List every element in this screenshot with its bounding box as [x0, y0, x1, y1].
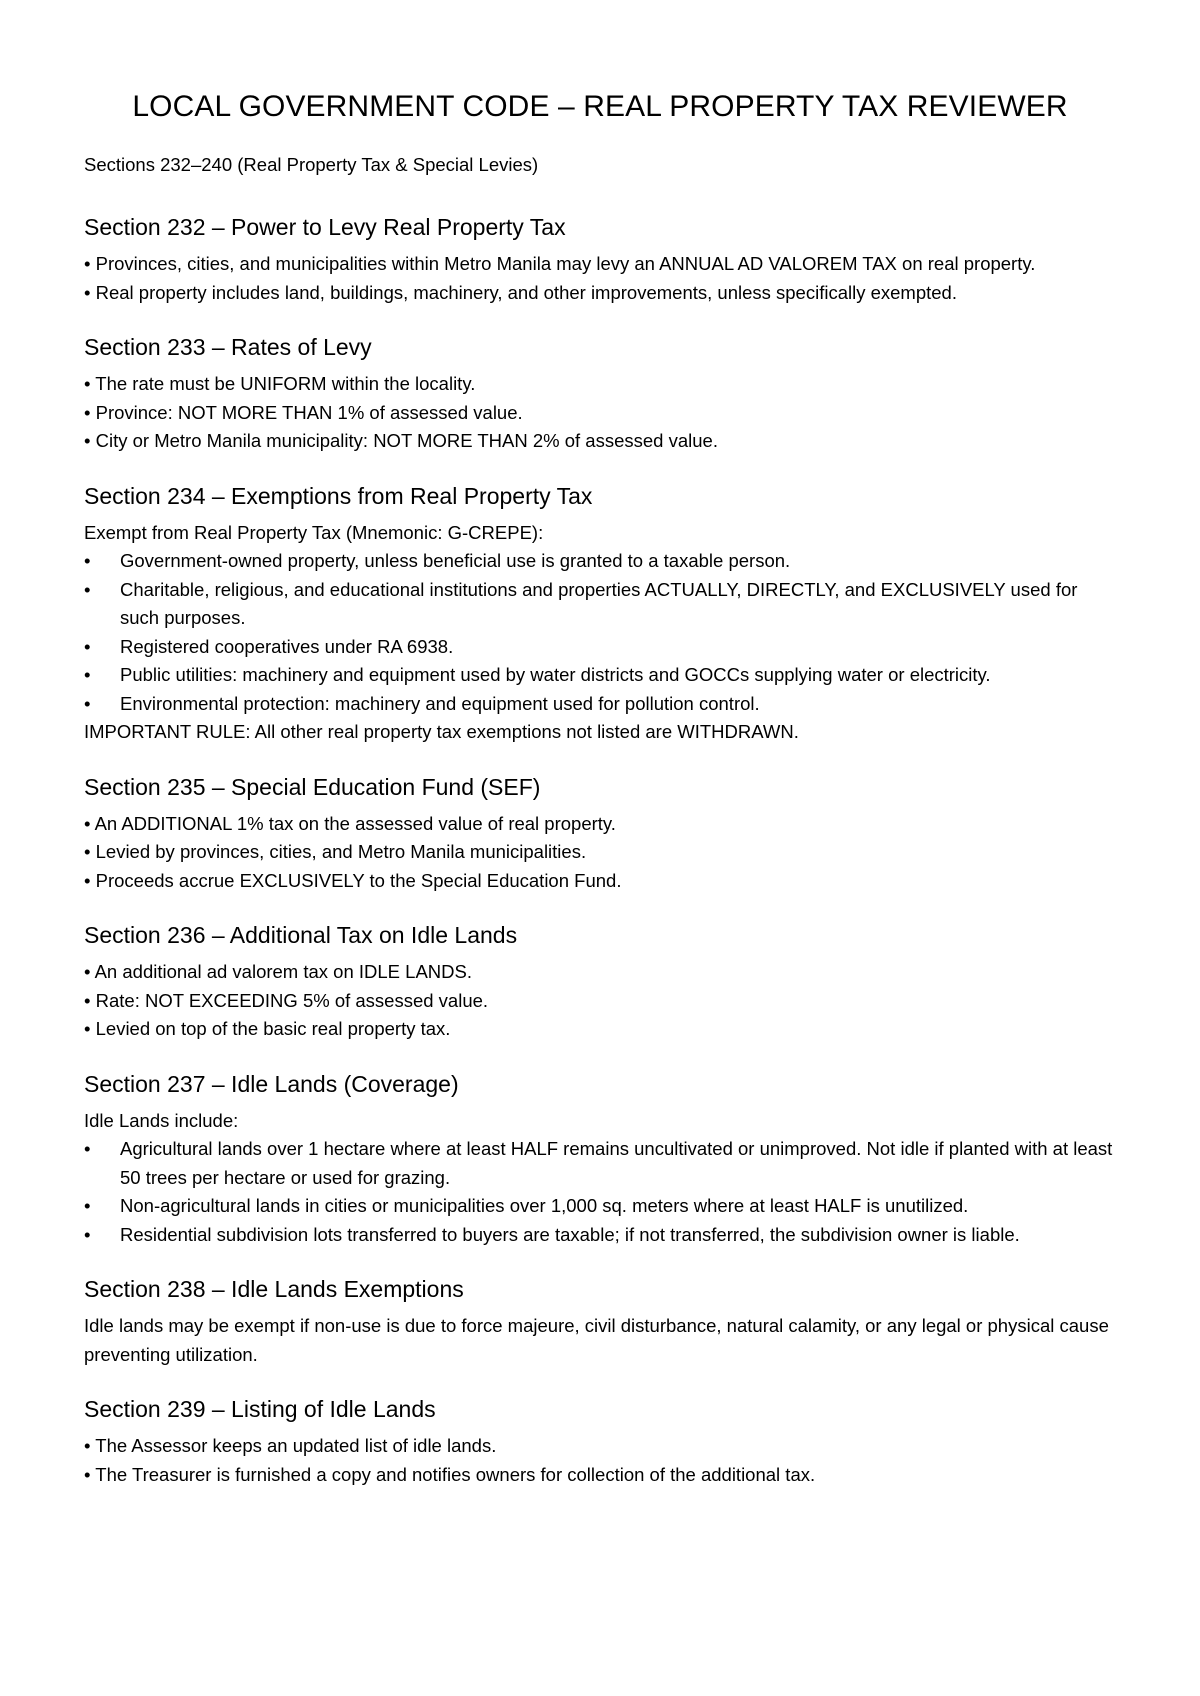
section-238	[84, 1274, 1116, 1369]
section-235	[84, 772, 1116, 896]
list-item: • Government-owned property, unless beneficial use is granted to a taxable person.	[84, 547, 1116, 576]
section-238-text: Idle lands may be exempt if non-use is due to force majeure, civil disturbance, natural calamity, or any legal or physical cause preventing utilization.	[84, 1315, 1109, 1365]
section-236-heading: Section 236 – Additional Tax on Idle Lands	[84, 922, 518, 948]
section-236-line: • Rate: NOT EXCEEDING 5% of assessed value.	[84, 989, 489, 1011]
section-232-line: • Real property includes land, buildings, machinery, and other improvements, unless specifically exempted.	[84, 281, 957, 303]
section-237-heading: Section 237 – Idle Lands (Coverage)	[84, 1070, 459, 1097]
section-239-heading: Section 239 – Listing of Idle Lands	[84, 1396, 436, 1422]
section-233-heading: Section 233 – Rates of Levy	[84, 334, 372, 360]
bullet-icon: •	[84, 1138, 91, 1159]
section-234-heading: Section 234 – Exemptions from Real Property Tax	[84, 482, 593, 509]
bullet-icon: •	[84, 578, 91, 600]
idle-lands-list	[84, 1135, 1116, 1249]
bullet-icon: •	[84, 1223, 91, 1245]
section-232	[84, 212, 1116, 307]
section-237-intro: Idle Lands include:	[84, 1109, 239, 1131]
bullet-icon: •	[84, 664, 91, 685]
exemptions-list	[84, 547, 1116, 718]
list-item: • Charitable, religious, and educational institutions and properties ACTUALLY, DIRECTLY, and EXCLUSIVELY used for such purposes.	[84, 576, 1116, 633]
section-237	[84, 1069, 1116, 1250]
list-item: • Registered cooperatives under RA 6938.	[84, 633, 1116, 662]
section-235-heading: Section 235 – Special Education Fund (SEF)	[84, 773, 541, 800]
section-239-line: • The Treasurer is furnished a copy and notifies owners for collection of the additional tax.	[84, 1463, 816, 1485]
important-rule: IMPORTANT RULE: All other real property tax exemptions not listed are WITHDRAWN.	[84, 721, 799, 742]
bullet-icon: •	[84, 692, 91, 714]
section-234	[84, 481, 1116, 747]
document-subtitle: Sections 232–240 (Real Property Tax & Special Levies)	[84, 154, 539, 175]
section-235-line: • An ADDITIONAL 1% tax on the assessed value of real property.	[84, 812, 616, 834]
bullet-icon: •	[84, 550, 91, 571]
section-233	[84, 332, 1116, 456]
section-232-line: • Provinces, cities, and municipalities within Metro Manila may levy an ANNUAL AD VALOREM TAX on real property.	[84, 253, 1036, 274]
list-item: • Public utilities: machinery and equipment used by water districts and GOCCs supplying water or electricity.	[84, 661, 1116, 690]
list-item: • Residential subdivision lots transferred to buyers are taxable; if not transferred, the subdivision owner is liable.	[84, 1221, 1116, 1250]
section-233-line: • The rate must be UNIFORM within the locality.	[84, 373, 476, 394]
list-item: • Environmental protection: machinery and equipment used for pollution control.	[84, 690, 1116, 719]
section-238-heading: Section 238 – Idle Lands Exemptions	[84, 1276, 464, 1302]
section-232-heading: Section 232 – Power to Levy Real Property Tax	[84, 214, 566, 240]
bullet-icon: •	[84, 1195, 91, 1216]
bullet-icon: •	[84, 635, 91, 657]
section-236	[84, 920, 1116, 1044]
section-233-line: • City or Metro Manila municipality: NOT MORE THAN 2% of assessed value.	[84, 430, 718, 451]
section-239-line: • The Assessor keeps an updated list of idle lands.	[84, 1435, 497, 1456]
section-233-line: • Province: NOT MORE THAN 1% of assessed value.	[84, 401, 523, 423]
document-title: LOCAL GOVERNMENT CODE – REAL PROPERTY TAX REVIEWER	[132, 90, 1068, 123]
section-235-line: • Levied by provinces, cities, and Metro Manila municipalities.	[84, 841, 587, 862]
list-item: • Non-agricultural lands in cities or municipalities over 1,000 sq. meters where at least HALF is unutilized.	[84, 1192, 1116, 1221]
section-236-line: • An additional ad valorem tax on IDLE LANDS.	[84, 961, 472, 982]
list-item: • Agricultural lands over 1 hectare where at least HALF remains uncultivated or unimproved. Not idle if planted with at least 50 trees per hectare or used for grazing.	[84, 1135, 1116, 1192]
section-236-line: • Levied on top of the basic real property tax.	[84, 1018, 451, 1039]
section-239	[84, 1394, 1116, 1489]
section-234-intro: Exempt from Real Property Tax (Mnemonic: G-CREPE):	[84, 521, 544, 543]
section-235-line: • Proceeds accrue EXCLUSIVELY to the Special Education Fund.	[84, 869, 622, 891]
